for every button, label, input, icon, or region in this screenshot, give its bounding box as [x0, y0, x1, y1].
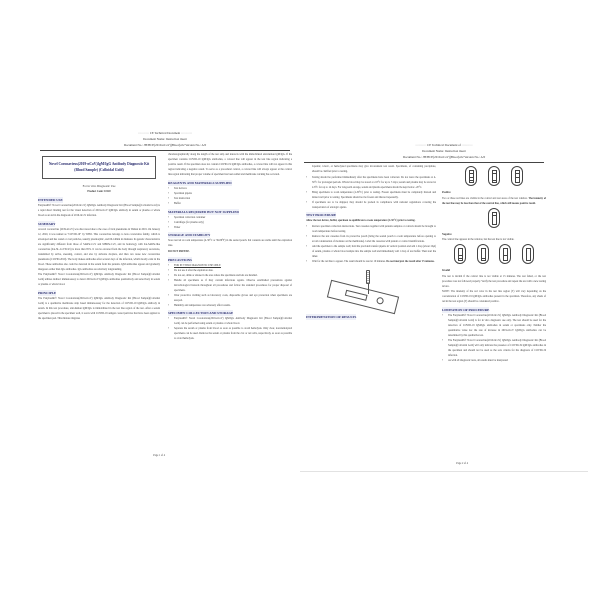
specimen-list: [168, 316, 292, 341]
cassette-window: [345, 289, 368, 300]
header-line-1: CE Technical Document of: [427, 143, 461, 147]
specimen-heading: SPECIMEN COLLECTION AND STORAGE: [168, 311, 234, 316]
materials-heading: MATERIALS REQUIRED BUT NOT SUPPLIED: [168, 209, 239, 214]
strip-icon: [454, 244, 466, 264]
summary-heading: SUMMARY: [38, 221, 56, 226]
list-item: • Add the specimen to the sample well; hold the provided transfer pipette in vertical position and add 1 drop (about 10μl) of serum, plasma or whole blood sample into the sample well and immediately add 1 drop of test buffer. Then start the timer.: [306, 244, 436, 259]
page-number: Page 1 of 4: [153, 454, 165, 457]
product-title-box: Novel Coronavirus(2019-nCoV)IgM/IgG Antibody Diagnostic Kit (Blood Sample) (Colloidal Gold): [42, 156, 156, 179]
precautions-heading: PRECAUTIONS: [168, 257, 192, 262]
interpretation-heading: INTERPRETATION OF RESULTS: [306, 315, 357, 320]
positive-bold-text: The intensity of the test line may be less than that of the control line, which still means positive result.: [442, 196, 546, 205]
list-item: • Do not use it after the expiration date.: [168, 268, 292, 273]
test-procedure-heading: TEST PROCEDURE: [306, 213, 337, 218]
invalid-heading: Invalid: [442, 269, 450, 273]
intended-use-heading: INTENDED USE: [38, 197, 63, 202]
list-item: • If specimens are to be shipped, they should be packed in compliance with national regulations covering the transportation of etiologic agents.: [306, 200, 436, 210]
list-item: • The Fanyiteahh® Novel Coronavirus(2019-nCoV) IgM/IgG Antibody Diagnostic Kit (Blood Sample)(Colloidal Gold) is for in vitro diagnostic use only. The test should be used for the detection of COVID-19 IgM/IgG antibodies in serum or specimens only. Neither the quantitative value nor the rate of increase in 2019-nCoV IgM/IgG antibodies can be determined by this qualitative test.: [442, 313, 546, 338]
specimen-list: [306, 175, 436, 210]
strip-icon: [522, 244, 534, 264]
list-item: • Test devices: [168, 186, 292, 191]
list-item: • Buffer: [168, 201, 292, 206]
list-item: • Fanyiteahh® Novel Coronavirus(2019-nCoV) IgM/IgG Antibody Diagnostic Kit (Blood Sample)(Colloidal Gold) can be performed using serum or plasma or whole blood.: [168, 316, 292, 326]
list-item: • Humidity and temperature can adversely affect results.: [168, 303, 292, 308]
list-item: • Bring specimens to room temperature (4-30°C) prior to testing. Frozen specimens must be completely thawed and mixed well prior to testing. Specimens should not be frozen and thawed repeatedly.: [306, 190, 436, 200]
list-item: • Timer: [168, 225, 292, 230]
strip-icon: [488, 208, 500, 228]
list-item: • Remove the test cassettes from its protective pouch (bring the sealed pouch to room temperature before opening to avoid condensation of moisture on the membrane). Label the cassettes with patient or control identifications.: [306, 234, 436, 244]
page1-left-column: [38, 154, 160, 322]
page-header: ▪▪▪▪▪▪▪▪▪▪ CE Technical Document ▪▪▪▪▪▪▪▪▪▪ Document Name: Instruction insert Document No.: JH/HCE(2019-nCoV)(Blood)-02 Version No.: A/0: [30, 130, 300, 148]
product-code: Product Code: 10120: [87, 190, 111, 193]
header-line-2: Document Name: Instruction insert: [143, 137, 187, 141]
storage-heading: STORAGE AND STABILITY: [168, 233, 211, 238]
document-page-2: [300, 142, 588, 472]
page-number: Page 2 of 4: [456, 462, 468, 465]
summary-text-1: A novel coronavirus (2019-nCoV) was discovered due to the case of viral pneumonia in Wuhan in 2019. On January 12, 2020, it was named as "COVID-19" by WHO. This coronavirus belongs to beta coronavirus family, which is enveloped and has round or oval particles, usually pleomorphic, and 60-140nm in diameter. Its genetic characteristics are significantly different from those of SARSr-CoV and MERSr-CoV, and its homology with bat-SARSr-like coronavirus (bat-SL-CoVZC45) is more than 85%. It can be excreted from the body through respiratory secretions, transmitted by saliva, sneezing, contact, and also by airborne droplets, and then can cause new coronavirus pneumonia (COVID-2019). The body makes antibodies after several days of the infection, which mostly exist in the blood. These antibodies also could be detected in the serum from the patients. IgM antibodies appear and gradually disappear earlier than IgG antibodies. IgG antibodies are relatively longstanding.: [38, 227, 160, 271]
list-item: • Testing should be performed immediately after the specimens have been collected. Do not leave the specimens at 4-30°C for prolonged periods. Whole blood may be stored at 2-8°C for up to 3 days; serum and plasma may be stored at 2-8°C for up to 14 days. For long-term storage, serum and plasma specimens should be kept below -20°C.: [306, 175, 436, 190]
principle-text: The Fanyiteahh® Novel Coronavirus(2019-nCoV) IgM/IgG Antibody Diagnostic Kit (Blood Sample)(Colloidal Gold) is a qualitative membrane strip based immunoassay for the detection of COVID-19 IgM/IgG antibody in serum. In this test procedure, anti-human IgM/IgG is immobilized in the test line region of the test. After a serum specimen is placed in the specimen well, it reacts with COVID-19 antigen coated particles that have been applied to the specimen pad. This mixture migrates: [38, 297, 160, 321]
list-item: • Centrifuge (for plasma only): [168, 220, 292, 225]
strip-icon: [477, 244, 489, 264]
intended-use-text: Fanyiteahh® Novel Coronavirus(2019-nCoV) IgM/IgG Antibody Diagnostic Kit (Blood Sample)(Colloidal Gold) is a rapid direct binding test for the visual detection of 2019-nCoV IgM/IgG antibody in serum or plasma or whole blood as an aid in the diagnosis of 2019-nCoV infection.: [38, 203, 160, 217]
pipette-icon: [366, 270, 370, 284]
sample-well: [376, 296, 384, 304]
step-text: Wait for the red line to appear. The result should be read at 10 minutes.: [312, 259, 386, 263]
negative-heading: Negative: [442, 232, 452, 236]
list-item: • Handle all specimens as if they contain infectious agents. Observe established precautions against microbiological hazards throughout all procedures and follow the standard procedures for proper disposal of specimens.: [168, 278, 292, 293]
invalid-text: The test is invalid if the control line is not visible at 15 minutes. The test failed, or the test procedure was not followed properly. Verify the test procedure and repeat the test with a new testing device.: [442, 274, 547, 288]
negative-text: The control line appears in the window, but the test line is not visible.: [442, 238, 515, 242]
note-text: NOTE: The intensity of the red color in the test line region (T) will vary depending on the concentration of COVID-19 IgM/IgG antibodies present in the specimen. Therefore, any shade of red in the test region (T) should be considered positive.: [442, 290, 546, 304]
list-item: • Separate the serum or plasma from blood as soon as possible to avoid hemolysis. Only clear, non-hemolyzed specimens can be used. Remove the serum or plasma from the clot or red cells, respectively, as soon as possible to avoid hemolysis.: [168, 326, 292, 341]
strip-icon: [465, 166, 477, 186]
test-cassette-illustration: [306, 268, 436, 308]
strip-icon: [488, 166, 500, 186]
list-item: • Review specimen collection instructions. Test cassettes together with patients samples or controls should be brought to room temperature before testing.: [306, 224, 436, 234]
cassette-icon: [327, 279, 399, 313]
header-line-1: CE Technical Document: [149, 131, 181, 135]
specimen-continued: Lipemic, icteric, or hemolyzed specimens may give inconsistent test result. Specimens, of containing precipitate, should be clarified prior to testing.: [312, 165, 436, 173]
procedure-intro: Allow the test device, buffer, specimen to equilibrate to room temperature (4-30°C) prior to testing.: [306, 219, 416, 223]
positive-text: Two or three red lines are visible in the control and test areas of the test window.: [442, 196, 528, 200]
page2-right-column: [442, 164, 546, 363]
positive-heading: Positive: [442, 191, 451, 194]
principle-heading: PRINCIPLE: [38, 291, 57, 296]
list-item: • Test instruction: [168, 196, 292, 201]
list-item: • FOR IN VITRO DIAGNOSTIC USE ONLY.: [168, 263, 292, 268]
header-line-3: Document No.: JH/HCE(2019-nCoV)(Blood)-02 Version No.: A/0: [402, 155, 486, 159]
precautions-list: [168, 263, 292, 308]
page-header: ▪▪▪▪▪▪▪▪▪▪ CE Technical Document of ▪▪▪▪▪▪▪▪▪▪ Document Name: Instruction insert Document No.: JH/HCE(2019-nCoV)(Blood)-02 Version No.: A/0: [300, 142, 588, 160]
strip-icon: [499, 244, 511, 264]
header-line-2: Document Name: Instruction insert: [422, 149, 466, 153]
limitations-list: [442, 313, 546, 363]
document-page-1: [30, 130, 300, 470]
summary-text-2: The Fanyiteahh® Novel Coronavirus(2019-nCoV) IgM/IgG Antibody Diagnostic Kit (Blood Sample)(Colloidal Gold) utilizes indirect immunoassay to detect 2019-nCoV IgM/IgG antibodies qualitatively and selectively in serum or plasma or whole blood.: [38, 273, 160, 287]
positive-description: [442, 196, 546, 206]
page1-right-column: [168, 152, 292, 341]
invalid-strips-figure: [442, 244, 546, 266]
header-rule: [304, 162, 544, 163]
procedure-warning: Do not interpret the result after 15 minutes.: [386, 259, 435, 263]
materials-list: [168, 215, 292, 230]
storage-text: Store test kit at room temperature (4-30°C or 39-86°F) in the sealed pouch. Kit contents are stable until the expiration date.: [168, 239, 292, 248]
reagents-list: [168, 186, 292, 206]
storage-warning: DO NOT FREEZE.: [168, 249, 190, 253]
header-rule: [40, 150, 290, 151]
use-line: For in vitro Diagnostic Use: [82, 184, 116, 188]
list-item: [306, 259, 436, 264]
reagents-heading: REAGENTS AND MATERIALS SUPPLIED: [168, 181, 232, 186]
list-item: • Do not eat, drink or smoke in the area where the specimens and kits are handled.: [168, 273, 292, 278]
list-item: • Specimen collection container: [168, 215, 292, 220]
negative-strip-figure: [442, 208, 546, 230]
list-item: • Wear protective clothing such as laboratory coats, disposable gloves and eye protection when specimens are assayed.: [168, 293, 292, 303]
list-item: • Specimen pipette: [168, 191, 292, 196]
page2-left-column: [306, 164, 436, 320]
list-item: • The Fanyiteahh® Novel Coronavirus(2019-nCoV) IgM/IgG Antibody Diagnostic Kit (Blood Sample)(Colloidal Gold) will only indicate the presence of COVID-19 IgM/IgG antibodies in the specimen and should not be used as the sole criteria for the diagnosis of COVID-19 infection.: [442, 338, 546, 358]
header-line-3: Document No.: JH/HCE(2019-nCoV)(Blood)-02 Version No.: A/0: [123, 143, 207, 147]
strip-icon: [511, 166, 523, 186]
procedure-steps: [306, 224, 436, 264]
limitation-heading: LIMITATION OF PROCEDURE: [442, 308, 490, 313]
positive-strips-figure: [442, 166, 546, 188]
list-item: • As with all diagnostic tests, all results must be interpreted: [442, 358, 546, 363]
principle-continued: chromatographically along the length of the test strip and interacts with the immobilized anti-human IgM/IgG. If the specimen contains COVID-19 IgM/IgG antibodies, a colored line will appear in the test line region indicating a positive result. If the specimen does not contain COVID-19 IgM/IgG antibodies, a colored line will not appear in this region indicating a negative result. To serve as a procedural control, a colored line will always appear at the control line region indicating that proper volume of specimen has been added and membrane wicking has occurred.: [168, 153, 292, 176]
